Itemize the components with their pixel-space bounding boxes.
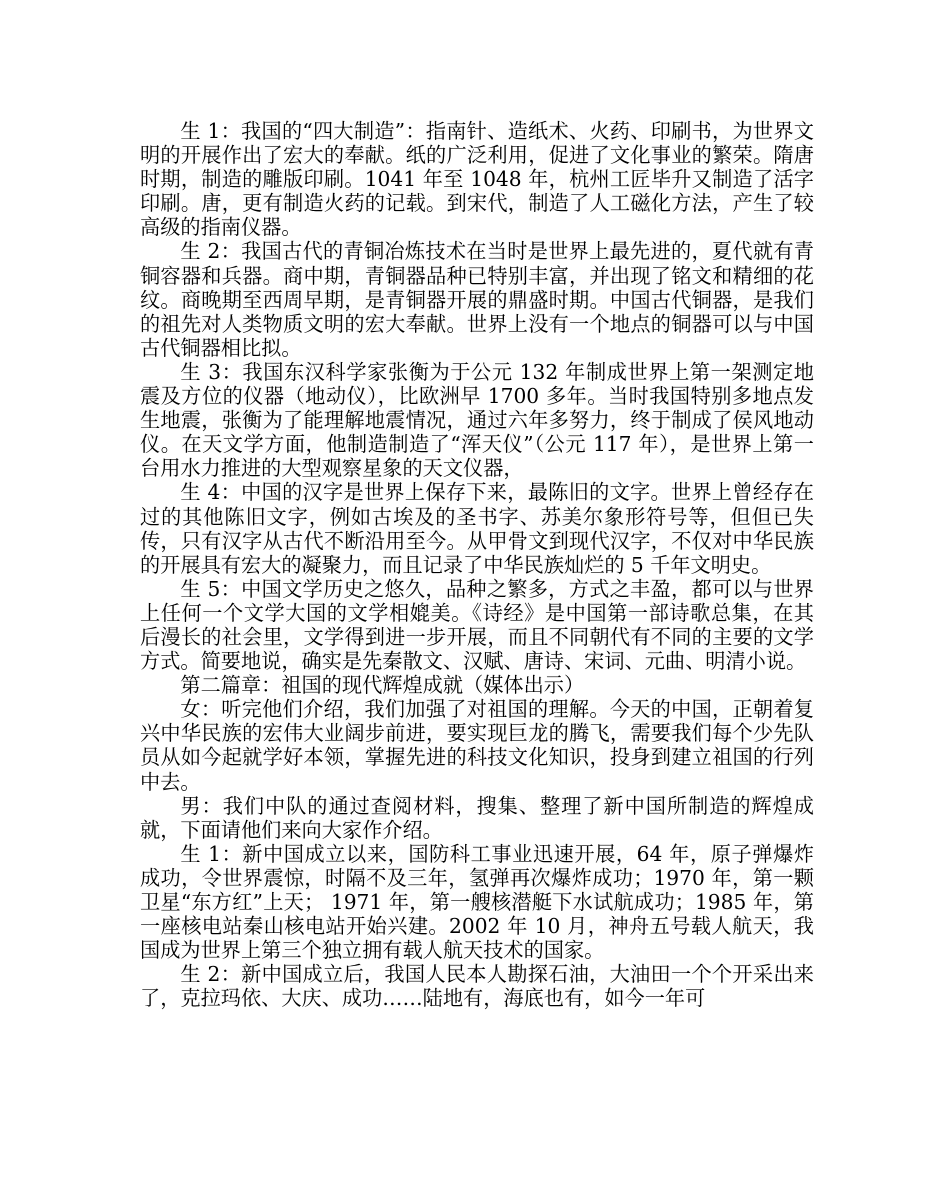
paragraph-student-3-seismograph: 生 3：我国东汉科学家张衡为于公元 132 年制成世界上第一架测定地震及方位的仪器（地动仪），比欧洲早 1700 多年。当时我国特别多地点发生地震，张衡为了能理解地震情况，通过六年多努力，终于制成了侯风地动仪。在天文学方面，他制造制造了“浑天仪”（公元 117 年），是世界上第一台用水力推进的大型观察星象的天文仪器， [140, 359, 814, 481]
paragraph-female-host: 女：听完他们介绍，我们加强了对祖国的理解。今天的中国，正朝着复兴中华民族的宏伟大业阔步前进，要实现巨龙的腾飞，需要我们每个少先队员从如今起就学好本领，掌握先进的科技文化知识，投身到建立祖国的行列中去。 [140, 697, 814, 794]
section-heading-chapter-two: 第二篇章：祖国的现代辉煌成就（媒体出示） [180, 673, 585, 698]
paragraph-student-1-four-inventions: 生 1：我国的“四大制造”：指南针、造纸术、火药、印刷书，为世界文明的开展作出了宏大的奉献。纸的广泛利用，促进了文化事业的繁荣。隋唐时期，制造的雕版印刷。1041 年至 1048 年，杭州工匠毕升又制造了活字印刷。唐，更有制造火药的记载。到宋代，制造了人工磁化方法，产生了较高级的指南仪器。 [140, 119, 814, 240]
paragraph-male-host: 男：我们中队的通过查阅材料，搜集、整理了新中国所制造的辉煌成就，下面请他们来向大家作介绍。 [140, 793, 814, 842]
paragraph-student-5-literature: 生 5：中国文学历史之悠久，品种之繁多，方式之丰盈，都可以与世界上任何一个文学大国的文学相媲美。《诗经》是中国第一部诗歌总集，在其后漫长的社会里，文学得到进一步开展，而且不同朝代有不同的主要的文学方式。简要地说，确实是先秦散文、汉赋、唐诗、宋词、元曲、明清小说。 [140, 576, 814, 674]
paragraph-student-1-defense: 生 1：新中国成立以来，国防科工事业迅速开展，64 年，原子弹爆炸成功，令世界震惊，时隔不及三年，氢弹再次爆炸成功；1970 年，第一颗卫星“东方红”上天； 1971 年，第一艘核潜艇下水试航成功；1985 年，第一座核电站秦山核电站开始兴建。2002 年 10 月，神舟五号载人航天，我国成为世界上第三个独立拥有载人航天技术的国家。 [140, 841, 814, 963]
paragraph-student-2-bronze: 生 2：我国古代的青铜冶炼技术在当时是世界上最先进的，夏代就有青铜容器和兵器。商中期，青铜器品种已特别丰富，并出现了铭文和精细的花纹。商晚期至西周早期，是青铜器开展的鼎盛时期。中国古代铜器，是我们的祖先对人类物质文明的宏大奉献。世界上没有一个地点的铜器可以与中国古代铜器相比拟。 [140, 239, 814, 360]
paragraph-student-2-oil: 生 2：新中国成立后，我国人民本人勘探石油，大油田一个个开采出来了，克拉玛依、大庆、成功……陆地有，海底也有，如今一年可 [140, 962, 814, 1011]
document-body [140, 119, 814, 1010]
paragraph-student-4-chinese-characters: 生 4：中国的汉字是世界上保存下来，最陈旧的文字。世界上曾经存在过的其他陈旧文字，例如古埃及的圣书字、苏美尔象形符号等，但但已失传，只有汉字从古代不断沿用至今。从甲骨文到现代汉字，不仅对中华民族的开展具有宏大的凝聚力，而且记录了中华民族灿烂的 5 千年文明史。 [140, 480, 814, 577]
